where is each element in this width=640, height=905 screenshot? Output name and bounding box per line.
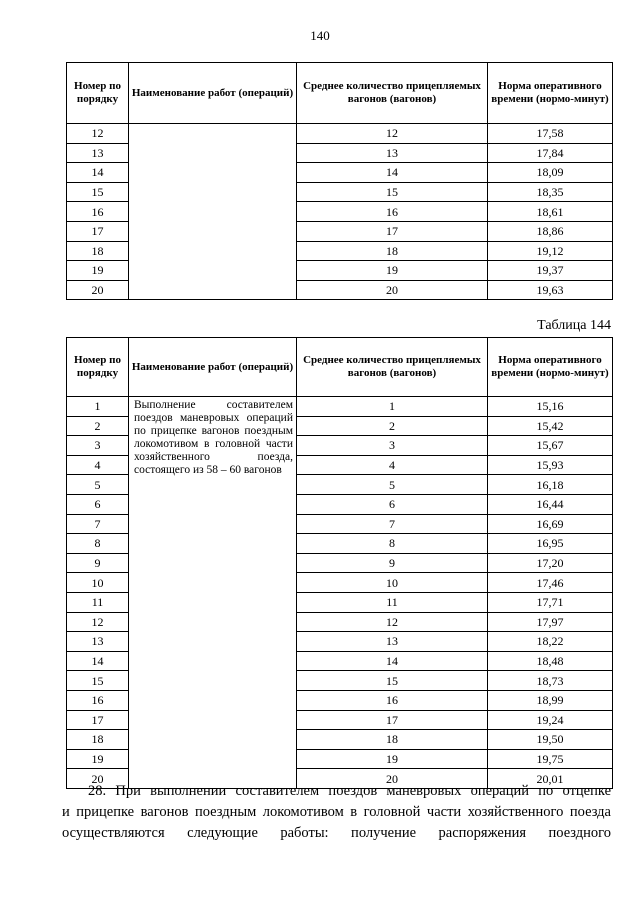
operation-name <box>129 124 297 300</box>
header-operation: Наименование работ (операций) <box>129 338 297 397</box>
avg-wagons-value: 4 <box>297 455 488 475</box>
norm-time-value: 19,37 <box>488 261 613 281</box>
norms-table-144 <box>66 337 613 789</box>
row-number: 12 <box>67 124 129 144</box>
row-number: 6 <box>67 494 129 514</box>
norm-time-value: 15,42 <box>488 416 613 436</box>
avg-wagons-value: 17 <box>297 710 488 730</box>
norm-time-value: 15,16 <box>488 397 613 417</box>
table-header-row <box>67 63 613 124</box>
row-number: 10 <box>67 573 129 593</box>
avg-wagons-value: 19 <box>297 749 488 769</box>
norm-time-value: 19,50 <box>488 730 613 750</box>
norm-time-value: 16,95 <box>488 534 613 554</box>
paragraph-line-3: осуществляются следующие работы: получение распоряжения поездного <box>62 825 611 841</box>
row-number: 11 <box>67 592 129 612</box>
table-row <box>67 397 613 417</box>
header-number: Номер по порядку <box>67 338 129 397</box>
avg-wagons-value: 12 <box>297 124 488 144</box>
norm-time-value: 16,69 <box>488 514 613 534</box>
norm-time-value: 16,18 <box>488 475 613 495</box>
header-operation: Наименование работ (операций) <box>129 63 297 124</box>
paragraph-line-2: и прицепке вагонов поездным локомотивом в головной части хозяйственного поезда <box>62 804 611 820</box>
norm-time-value: 19,12 <box>488 241 613 261</box>
avg-wagons-value: 18 <box>297 730 488 750</box>
row-number: 4 <box>67 455 129 475</box>
row-number: 19 <box>67 261 129 281</box>
row-number: 1 <box>67 397 129 417</box>
row-number: 7 <box>67 514 129 534</box>
avg-wagons-value: 1 <box>297 397 488 417</box>
avg-wagons-value: 3 <box>297 436 488 456</box>
table-row <box>67 124 613 144</box>
row-number: 16 <box>67 690 129 710</box>
table-header-row <box>67 338 613 397</box>
row-number: 2 <box>67 416 129 436</box>
norm-time-value: 18,86 <box>488 221 613 241</box>
norm-time-value: 20,01 <box>488 769 613 789</box>
avg-wagons-value: 16 <box>297 690 488 710</box>
row-number: 15 <box>67 671 129 691</box>
header-number: Номер по порядку <box>67 63 129 124</box>
row-number: 20 <box>67 280 129 300</box>
avg-wagons-value: 13 <box>297 143 488 163</box>
row-number: 20 <box>67 769 129 789</box>
row-number: 19 <box>67 749 129 769</box>
row-number: 12 <box>67 612 129 632</box>
avg-wagons-value: 20 <box>297 280 488 300</box>
norm-time-value: 18,99 <box>488 690 613 710</box>
norm-time-value: 18,48 <box>488 651 613 671</box>
row-number: 18 <box>67 730 129 750</box>
avg-wagons-value: 17 <box>297 221 488 241</box>
norm-time-value: 19,75 <box>488 749 613 769</box>
avg-wagons-value: 16 <box>297 202 488 222</box>
norm-time-value: 17,58 <box>488 124 613 144</box>
row-number: 3 <box>67 436 129 456</box>
avg-wagons-value: 13 <box>297 632 488 652</box>
norm-time-value: 17,97 <box>488 612 613 632</box>
avg-wagons-value: 15 <box>297 182 488 202</box>
operation-name: Выполнение составителем поездов маневровых операций по прицепке вагонов поездным локомотивом в головной части хозяйственного поезда, состоящего из 58 – 60 вагонов <box>129 397 297 789</box>
page-number: 140 <box>310 28 330 43</box>
avg-wagons-value: 14 <box>297 163 488 183</box>
avg-wagons-value: 5 <box>297 475 488 495</box>
avg-wagons-value: 8 <box>297 534 488 554</box>
norm-time-value: 15,67 <box>488 436 613 456</box>
norm-time-value: 18,73 <box>488 671 613 691</box>
row-number: 14 <box>67 163 129 183</box>
header-norm-time: Норма оперативного времени (нормо-минут) <box>488 63 613 124</box>
table-caption: Таблица 144 <box>537 318 611 333</box>
avg-wagons-value: 19 <box>297 261 488 281</box>
norm-time-value: 19,24 <box>488 710 613 730</box>
avg-wagons-value: 18 <box>297 241 488 261</box>
row-number: 9 <box>67 553 129 573</box>
table-body <box>67 124 613 300</box>
avg-wagons-value: 12 <box>297 612 488 632</box>
row-number: 14 <box>67 651 129 671</box>
norm-time-value: 18,22 <box>488 632 613 652</box>
row-number: 18 <box>67 241 129 261</box>
avg-wagons-value: 9 <box>297 553 488 573</box>
norm-time-value: 18,35 <box>488 182 613 202</box>
norm-time-value: 18,61 <box>488 202 613 222</box>
paragraph-line-1: 28. При выполнении составителем поездов маневровых операций по отцепке <box>88 783 611 799</box>
row-number: 17 <box>67 221 129 241</box>
header-norm-time: Норма оперативного времени (нормо-минут) <box>488 338 613 397</box>
norm-time-value: 17,20 <box>488 553 613 573</box>
header-avg-wagons: Среднее количество прицепляемых вагонов (вагонов) <box>297 338 488 397</box>
avg-wagons-value: 10 <box>297 573 488 593</box>
row-number: 15 <box>67 182 129 202</box>
avg-wagons-value: 2 <box>297 416 488 436</box>
norm-time-value: 18,09 <box>488 163 613 183</box>
norm-time-value: 15,93 <box>488 455 613 475</box>
norms-table-continued <box>66 62 613 300</box>
avg-wagons-value: 6 <box>297 494 488 514</box>
norm-time-value: 16,44 <box>488 494 613 514</box>
avg-wagons-value: 7 <box>297 514 488 534</box>
row-number: 13 <box>67 632 129 652</box>
table-body <box>67 397 613 789</box>
row-number: 8 <box>67 534 129 554</box>
header-avg-wagons: Среднее количество прицепляемых вагонов (вагонов) <box>297 63 488 124</box>
avg-wagons-value: 20 <box>297 769 488 789</box>
row-number: 5 <box>67 475 129 495</box>
avg-wagons-value: 11 <box>297 592 488 612</box>
norm-time-value: 17,46 <box>488 573 613 593</box>
norm-time-value: 19,63 <box>488 280 613 300</box>
row-number: 16 <box>67 202 129 222</box>
row-number: 13 <box>67 143 129 163</box>
norm-time-value: 17,71 <box>488 592 613 612</box>
row-number: 17 <box>67 710 129 730</box>
avg-wagons-value: 14 <box>297 651 488 671</box>
avg-wagons-value: 15 <box>297 671 488 691</box>
norm-time-value: 17,84 <box>488 143 613 163</box>
